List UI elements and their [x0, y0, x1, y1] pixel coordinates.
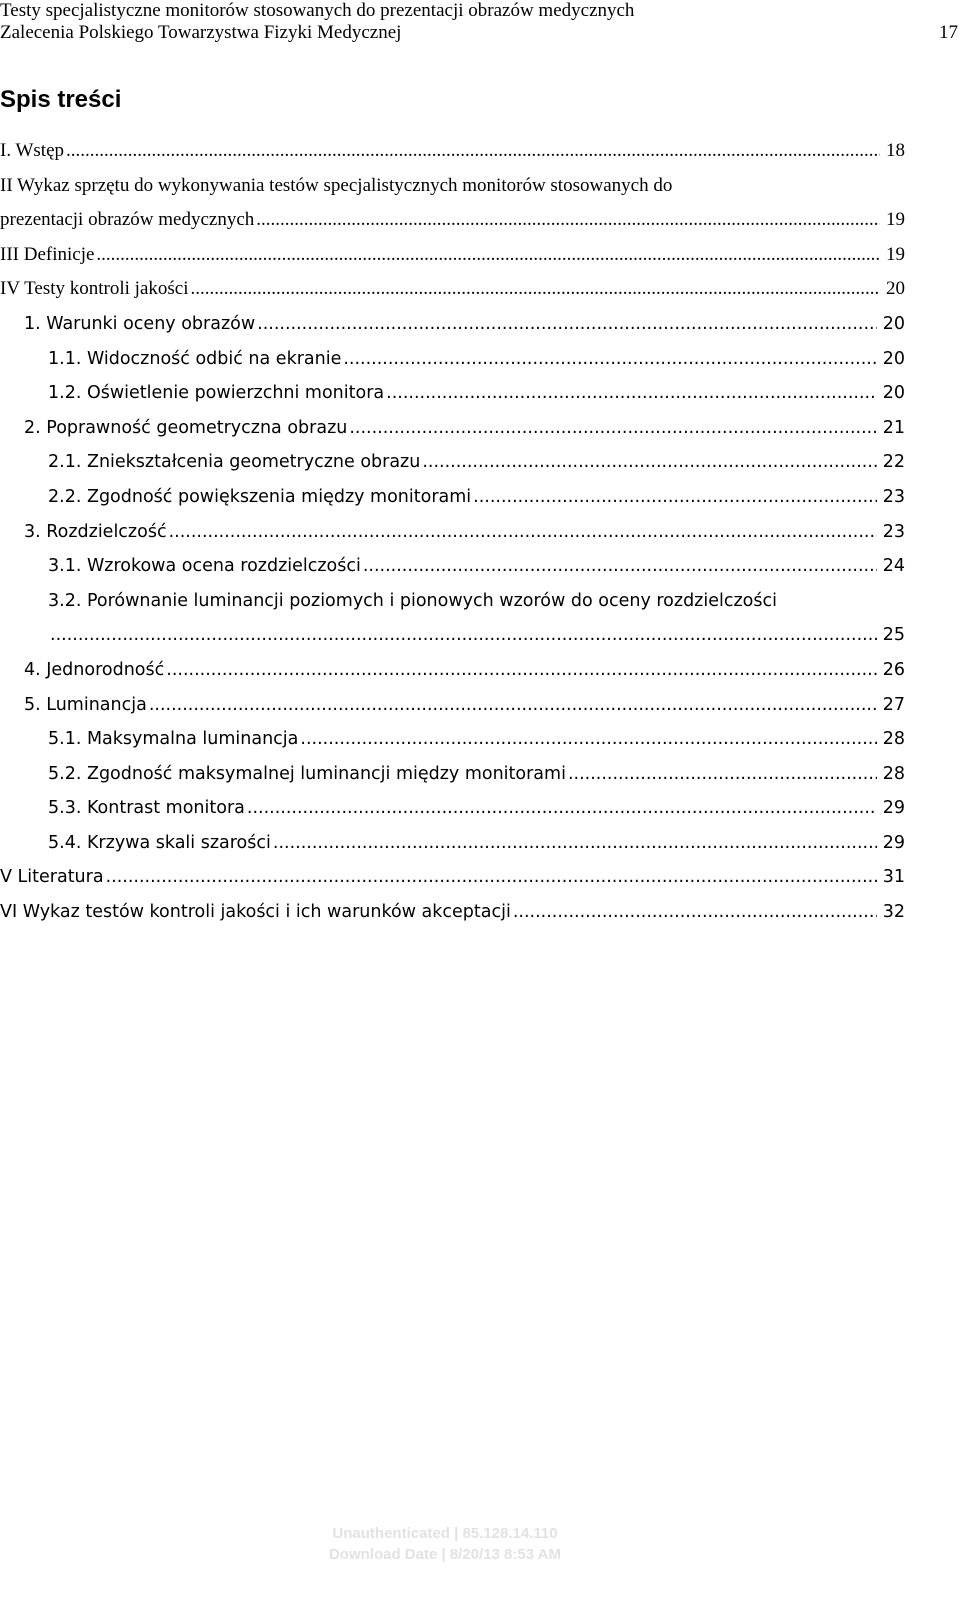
toc-entry-page: 32: [882, 902, 905, 923]
header-title: Testy specjalistyczne monitorów stosowanych do prezentacji obrazów medycznych: [0, 0, 635, 21]
toc-entry-page: 25: [882, 625, 905, 646]
toc-entry-label: IV Testy kontroli jakości: [0, 278, 189, 300]
toc-entry-page: 19: [886, 243, 905, 265]
toc-entry-label: 2. Poprawność geometryczna obrazu: [24, 417, 348, 438]
toc-entry-page: 26: [882, 659, 905, 680]
toc-entry-label: 3. Rozdzielczość: [24, 521, 167, 542]
toc-entry-label: 2.2. Zgodność powiększenia między monitorami: [48, 486, 472, 507]
toc-leader-dots: [473, 486, 877, 508]
toc-entry-label: 5.2. Zgodność maksymalnej luminancji między monitorami: [48, 763, 566, 784]
toc-entry-page: 18: [886, 140, 905, 161]
toc-entry-oswietlenie[interactable]: [0, 382, 905, 417]
watermark-download-date: Download Date | 8/20/13 8:53 AM: [328, 1546, 562, 1563]
toc-leader-dots: [363, 555, 877, 577]
toc-entry-wykaz-sprzetu-line2[interactable]: [0, 209, 905, 244]
toc-leader-dots: [96, 244, 880, 266]
toc-leader-dots: [66, 140, 880, 162]
toc-entry-krzywa-szarosci[interactable]: [0, 832, 905, 867]
toc-entry-page: 31: [882, 867, 905, 888]
toc-leader-dots: [50, 624, 877, 646]
toc-entry-label: II Wykaz sprzętu do wykonywania testów specjalistycznych monitorów stosowanych do: [0, 174, 673, 196]
running-header: [0, 0, 958, 44]
toc-entry-definicje[interactable]: [0, 244, 905, 279]
toc-entry-label: V Literatura: [0, 867, 104, 888]
toc-leader-dots: [300, 728, 876, 750]
toc-entry-literatura[interactable]: [0, 866, 905, 901]
header-page-number: 17: [939, 22, 958, 43]
toc-entry-page: 27: [882, 694, 905, 715]
toc-entry-page: 28: [882, 729, 905, 750]
toc-leader-dots: [273, 832, 877, 854]
toc-entry-wykaz-testow[interactable]: [0, 901, 905, 936]
toc-entry-page: 23: [882, 521, 905, 542]
toc-leader-dots: [166, 659, 876, 681]
toc-leader-dots: [422, 451, 876, 473]
toc-entry-rozdzielczosc[interactable]: [0, 521, 905, 556]
toc-leader-dots: [106, 866, 877, 888]
toc-entry-label: 3.1. Wzrokowa ocena rozdzielczości: [48, 556, 361, 577]
toc-entry-label: 5. Luminancja: [24, 694, 147, 715]
toc-entry-wstep[interactable]: [0, 140, 905, 175]
toc-entry-kontrast[interactable]: [0, 797, 905, 832]
toc-entry-luminancja[interactable]: [0, 694, 905, 729]
toc-entry-page: 20: [882, 348, 905, 369]
toc-entry-label: 5.1. Maksymalna luminancja: [48, 729, 299, 750]
toc-entry-page: 21: [882, 417, 905, 438]
toc-leader-dots: [149, 694, 877, 716]
toc-leader-dots: [386, 382, 877, 404]
toc-entry-page: 24: [882, 556, 905, 577]
toc-leader-dots: [256, 209, 880, 231]
toc-leader-dots: [568, 763, 877, 785]
toc-entry-label: 5.3. Kontrast monitora: [48, 798, 245, 819]
toc-entry-label: 5.4. Krzywa skali szarości: [48, 832, 271, 853]
toc-leader-dots: [513, 901, 877, 923]
table-of-contents: [0, 140, 905, 936]
toc-entry-porownanie-luminancji-line1[interactable]: [0, 590, 905, 625]
toc-leader-dots: [190, 278, 880, 300]
header-subtitle: Zalecenia Polskiego Towarzystwa Fizyki Medycznej: [0, 22, 402, 43]
toc-entry-label: VI Wykaz testów kontroli jakości i ich warunków akceptacji: [0, 902, 511, 923]
toc-leader-dots: [247, 797, 877, 819]
toc-entry-znieksztalcenia[interactable]: [0, 451, 905, 486]
toc-entry-label: 4. Jednorodność: [24, 659, 165, 680]
toc-entry-page: 19: [886, 209, 905, 231]
toc-entry-label: 1. Warunki oceny obrazów: [24, 313, 256, 334]
toc-entry-poprawnosc-geometryczna[interactable]: [0, 417, 905, 452]
toc-entry-maksymalna-luminancja[interactable]: [0, 728, 905, 763]
toc-leader-dots: [343, 348, 876, 370]
toc-entry-label: prezentacji obrazów medycznych: [0, 209, 255, 231]
toc-entry-page: 29: [882, 798, 905, 819]
toc-entry-wykaz-sprzetu-line1[interactable]: [0, 175, 905, 210]
toc-entry-page: 28: [882, 763, 905, 784]
toc-heading: Spis treści: [0, 86, 122, 113]
toc-entry-page: 22: [882, 452, 905, 473]
toc-entry-jednorodnosc[interactable]: [0, 659, 905, 694]
toc-entry-page: 20: [882, 313, 905, 334]
toc-entry-label: I. Wstęp: [0, 140, 65, 161]
toc-entry-page: 20: [886, 278, 905, 300]
toc-entry-warunki-oceny[interactable]: [0, 313, 905, 348]
toc-entry-wzrokowa-ocena[interactable]: [0, 555, 905, 590]
toc-leader-dots: [257, 313, 877, 335]
toc-entry-page: 29: [882, 832, 905, 853]
toc-entry-zgodnosc-powiekszenia[interactable]: [0, 486, 905, 521]
toc-entry-label: III Definicje: [0, 243, 95, 265]
toc-entry-page: 20: [882, 383, 905, 404]
toc-entry-porownanie-luminancji-line2[interactable]: [0, 624, 905, 659]
toc-entry-label: 3.2. Porównanie luminancji poziomych i pionowych wzorów do oceny rozdzielczości: [48, 590, 777, 611]
toc-entry-page: 23: [882, 486, 905, 507]
watermark-auth: Unauthenticated | 85.128.14.110: [332, 1525, 558, 1542]
toc-entry-label: 1.1. Widoczność odbić na ekranie: [48, 348, 342, 369]
toc-leader-dots: [169, 521, 877, 543]
toc-entry-label: 1.2. Oświetlenie powierzchni monitora: [48, 383, 385, 404]
toc-leader-dots: [349, 417, 876, 439]
toc-entry-testy-kontroli[interactable]: [0, 278, 905, 313]
toc-entry-label: 2.1. Zniekształcenia geometryczne obrazu: [48, 452, 421, 473]
toc-entry-zgodnosc-luminancji[interactable]: [0, 763, 905, 798]
toc-entry-widocznosc-odbic[interactable]: [0, 348, 905, 383]
